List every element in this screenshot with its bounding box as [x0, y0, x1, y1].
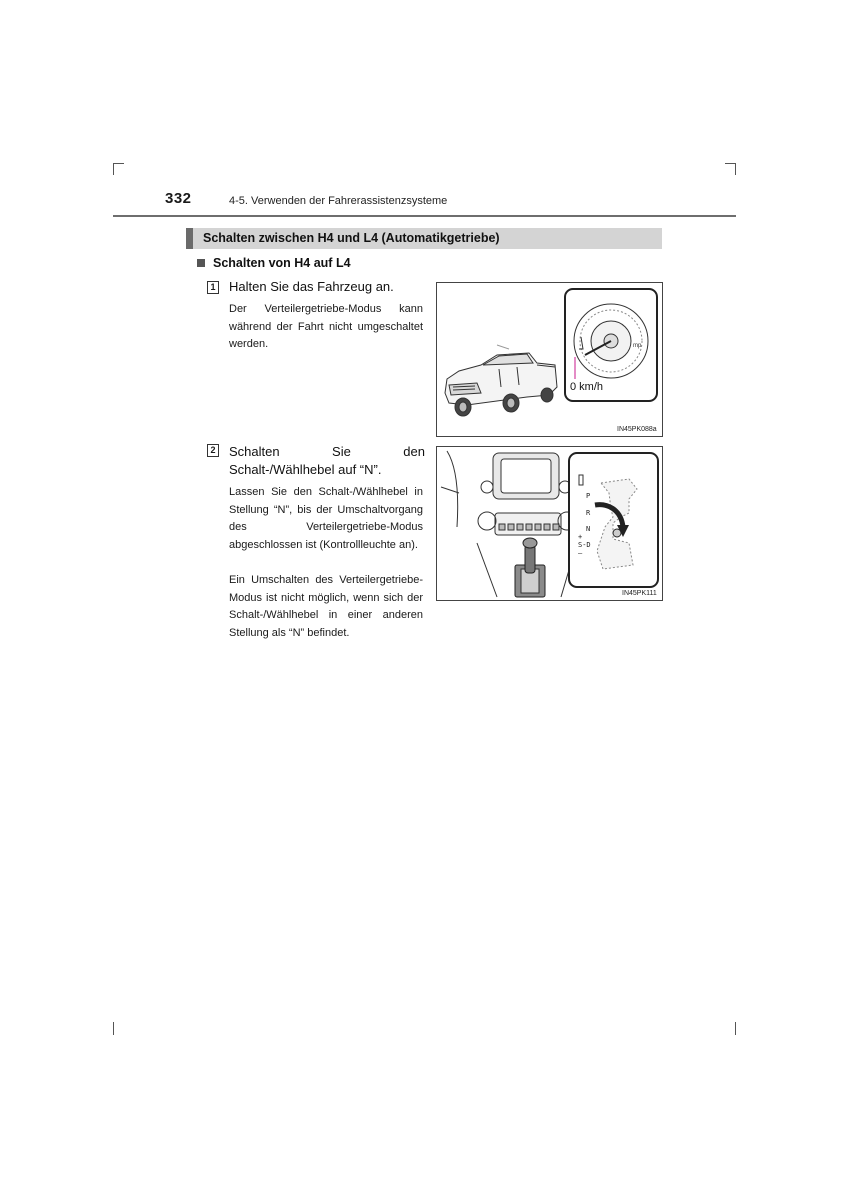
gear-position-s-d: S-D: [578, 541, 591, 549]
step-number-2: 2: [207, 444, 219, 457]
section-bar: [186, 228, 662, 249]
step-number-1: 1: [207, 281, 219, 294]
step-1-paragraph: Der Verteilergetriebe-Modus kann während der Fahrt nicht umgeschaltet werden.: [229, 303, 423, 350]
gear-position-p: P: [586, 492, 591, 500]
gear-position-plus: +: [578, 533, 583, 541]
header-rule: [113, 215, 736, 217]
sub-heading: [197, 256, 351, 270]
chapter-title: 4-5. Verwenden der Fahrerassistenzsysteme: [229, 195, 448, 207]
crop-mark-top-right-v: [735, 163, 736, 175]
svg-text:mp: mp: [633, 343, 642, 349]
crop-mark-top-left-v: [113, 163, 114, 175]
gear-position-r: R: [586, 509, 591, 517]
step-1-title: Halten Sie das Fahrzeug an.: [229, 279, 394, 294]
crop-mark-top-left-h: [113, 163, 124, 164]
square-bullet-icon: [197, 259, 205, 267]
gear-position-n: N: [586, 525, 591, 533]
crop-mark-bottom-right: [735, 1022, 736, 1035]
vehicle-speedometer-illustration-icon: [437, 283, 663, 437]
step-2-paragraph-1: Lassen Sie den Schalt-/Wählhebel in Stellung “N”, bis der Umschaltvorgang des Verteilergetriebe-Modus abgeschlossen ist (Kontrollleuchte an).: [229, 486, 423, 551]
shift-lever-illustration-icon: [437, 447, 663, 601]
figure-code-1: IN45PK088a: [617, 426, 657, 433]
speed-label: 0 km/h: [570, 381, 604, 393]
sub-heading-text: Schalten von H4 auf L4: [213, 256, 351, 270]
step-2-title: Schalten Sie den Schalt-/Wählhebel auf “N”.: [229, 444, 425, 477]
section-title: Schalten zwischen H4 und L4 (Automatikgetriebe): [203, 231, 500, 245]
step-2-paragraph-2: Ein Umschalten des Verteilergetriebe-Modus ist nicht möglich, wenn sich der Schalt-/Wählhebel in einer anderen Stellung als “N” befindet.: [229, 574, 423, 639]
figure-vehicle-speedometer: [436, 282, 663, 437]
crop-mark-bottom-left: [113, 1022, 114, 1035]
gear-position-minus: –: [578, 549, 583, 557]
page-number: 332: [165, 190, 192, 207]
figure-shift-lever: [436, 446, 663, 601]
figure-code-2: IN45PK111: [622, 590, 657, 597]
